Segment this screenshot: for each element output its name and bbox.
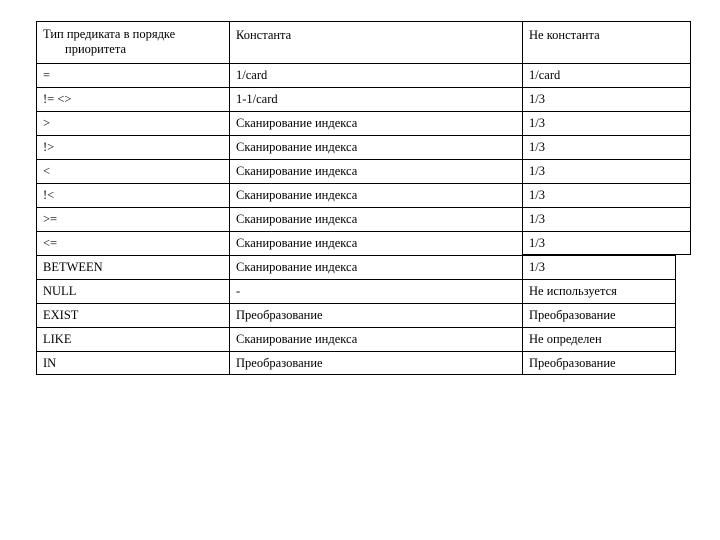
table-row [36,111,691,135]
cell-non-constant: 1/3 [522,255,676,279]
cell-non-constant: 1/3 [522,135,691,159]
cell-constant: Сканирование индекса [229,183,522,207]
table-header-row [36,21,691,63]
header-non-constant: Не константа [522,21,691,63]
cell-predicate-type: <= [36,231,229,255]
cell-predicate-type: IN [36,351,229,375]
cell-non-constant: 1/3 [522,231,691,255]
cell-non-constant: 1/card [522,63,691,87]
header-predicate-type-line2: приоритета [65,42,126,56]
cell-non-constant: Преобразование [522,303,676,327]
cell-constant: Преобразование [229,351,522,375]
cell-predicate-type: EXIST [36,303,229,327]
header-predicate-type-line1: Тип предиката в порядке [43,27,176,41]
table-row [36,231,691,255]
table-row [36,303,691,327]
cell-non-constant: Преобразование [522,351,676,375]
table-row [36,279,691,303]
table-row [36,159,691,183]
cell-predicate-type: != <> [36,87,229,111]
table-row [36,207,691,231]
cell-predicate-type: NULL [36,279,229,303]
cell-predicate-type: > [36,111,229,135]
cell-constant: Сканирование индекса [229,159,522,183]
cell-constant: Сканирование индекса [229,135,522,159]
cell-predicate-type: BETWEEN [36,255,229,279]
table-row [36,327,691,351]
cell-predicate-type: !> [36,135,229,159]
header-predicate-type [36,21,229,63]
table-row [36,135,691,159]
table-row [36,63,691,87]
table-row [36,351,691,375]
cell-non-constant: 1/3 [522,207,691,231]
cell-constant: 1-1/card [229,87,522,111]
table-row [36,87,691,111]
cell-non-constant: 1/3 [522,111,691,135]
cell-non-constant: Не определен [522,327,676,351]
cell-constant: - [229,279,522,303]
cell-constant: Сканирование индекса [229,255,522,279]
cell-constant: Сканирование индекса [229,231,522,255]
cell-predicate-type: >= [36,207,229,231]
cell-predicate-type: LIKE [36,327,229,351]
cell-constant: Сканирование индекса [229,327,522,351]
table-row [36,255,691,279]
cell-constant: 1/card [229,63,522,87]
cell-predicate-type: !< [36,183,229,207]
cell-predicate-type: = [36,63,229,87]
cell-non-constant: 1/3 [522,87,691,111]
cell-predicate-type: < [36,159,229,183]
cell-constant: Сканирование индекса [229,111,522,135]
cell-non-constant: 1/3 [522,159,691,183]
cell-constant: Преобразование [229,303,522,327]
predicate-table [36,21,691,375]
header-constant: Константа [229,21,522,63]
table-row [36,183,691,207]
cell-non-constant: 1/3 [522,183,691,207]
cell-non-constant: Не используется [522,279,676,303]
cell-constant: Сканирование индекса [229,207,522,231]
